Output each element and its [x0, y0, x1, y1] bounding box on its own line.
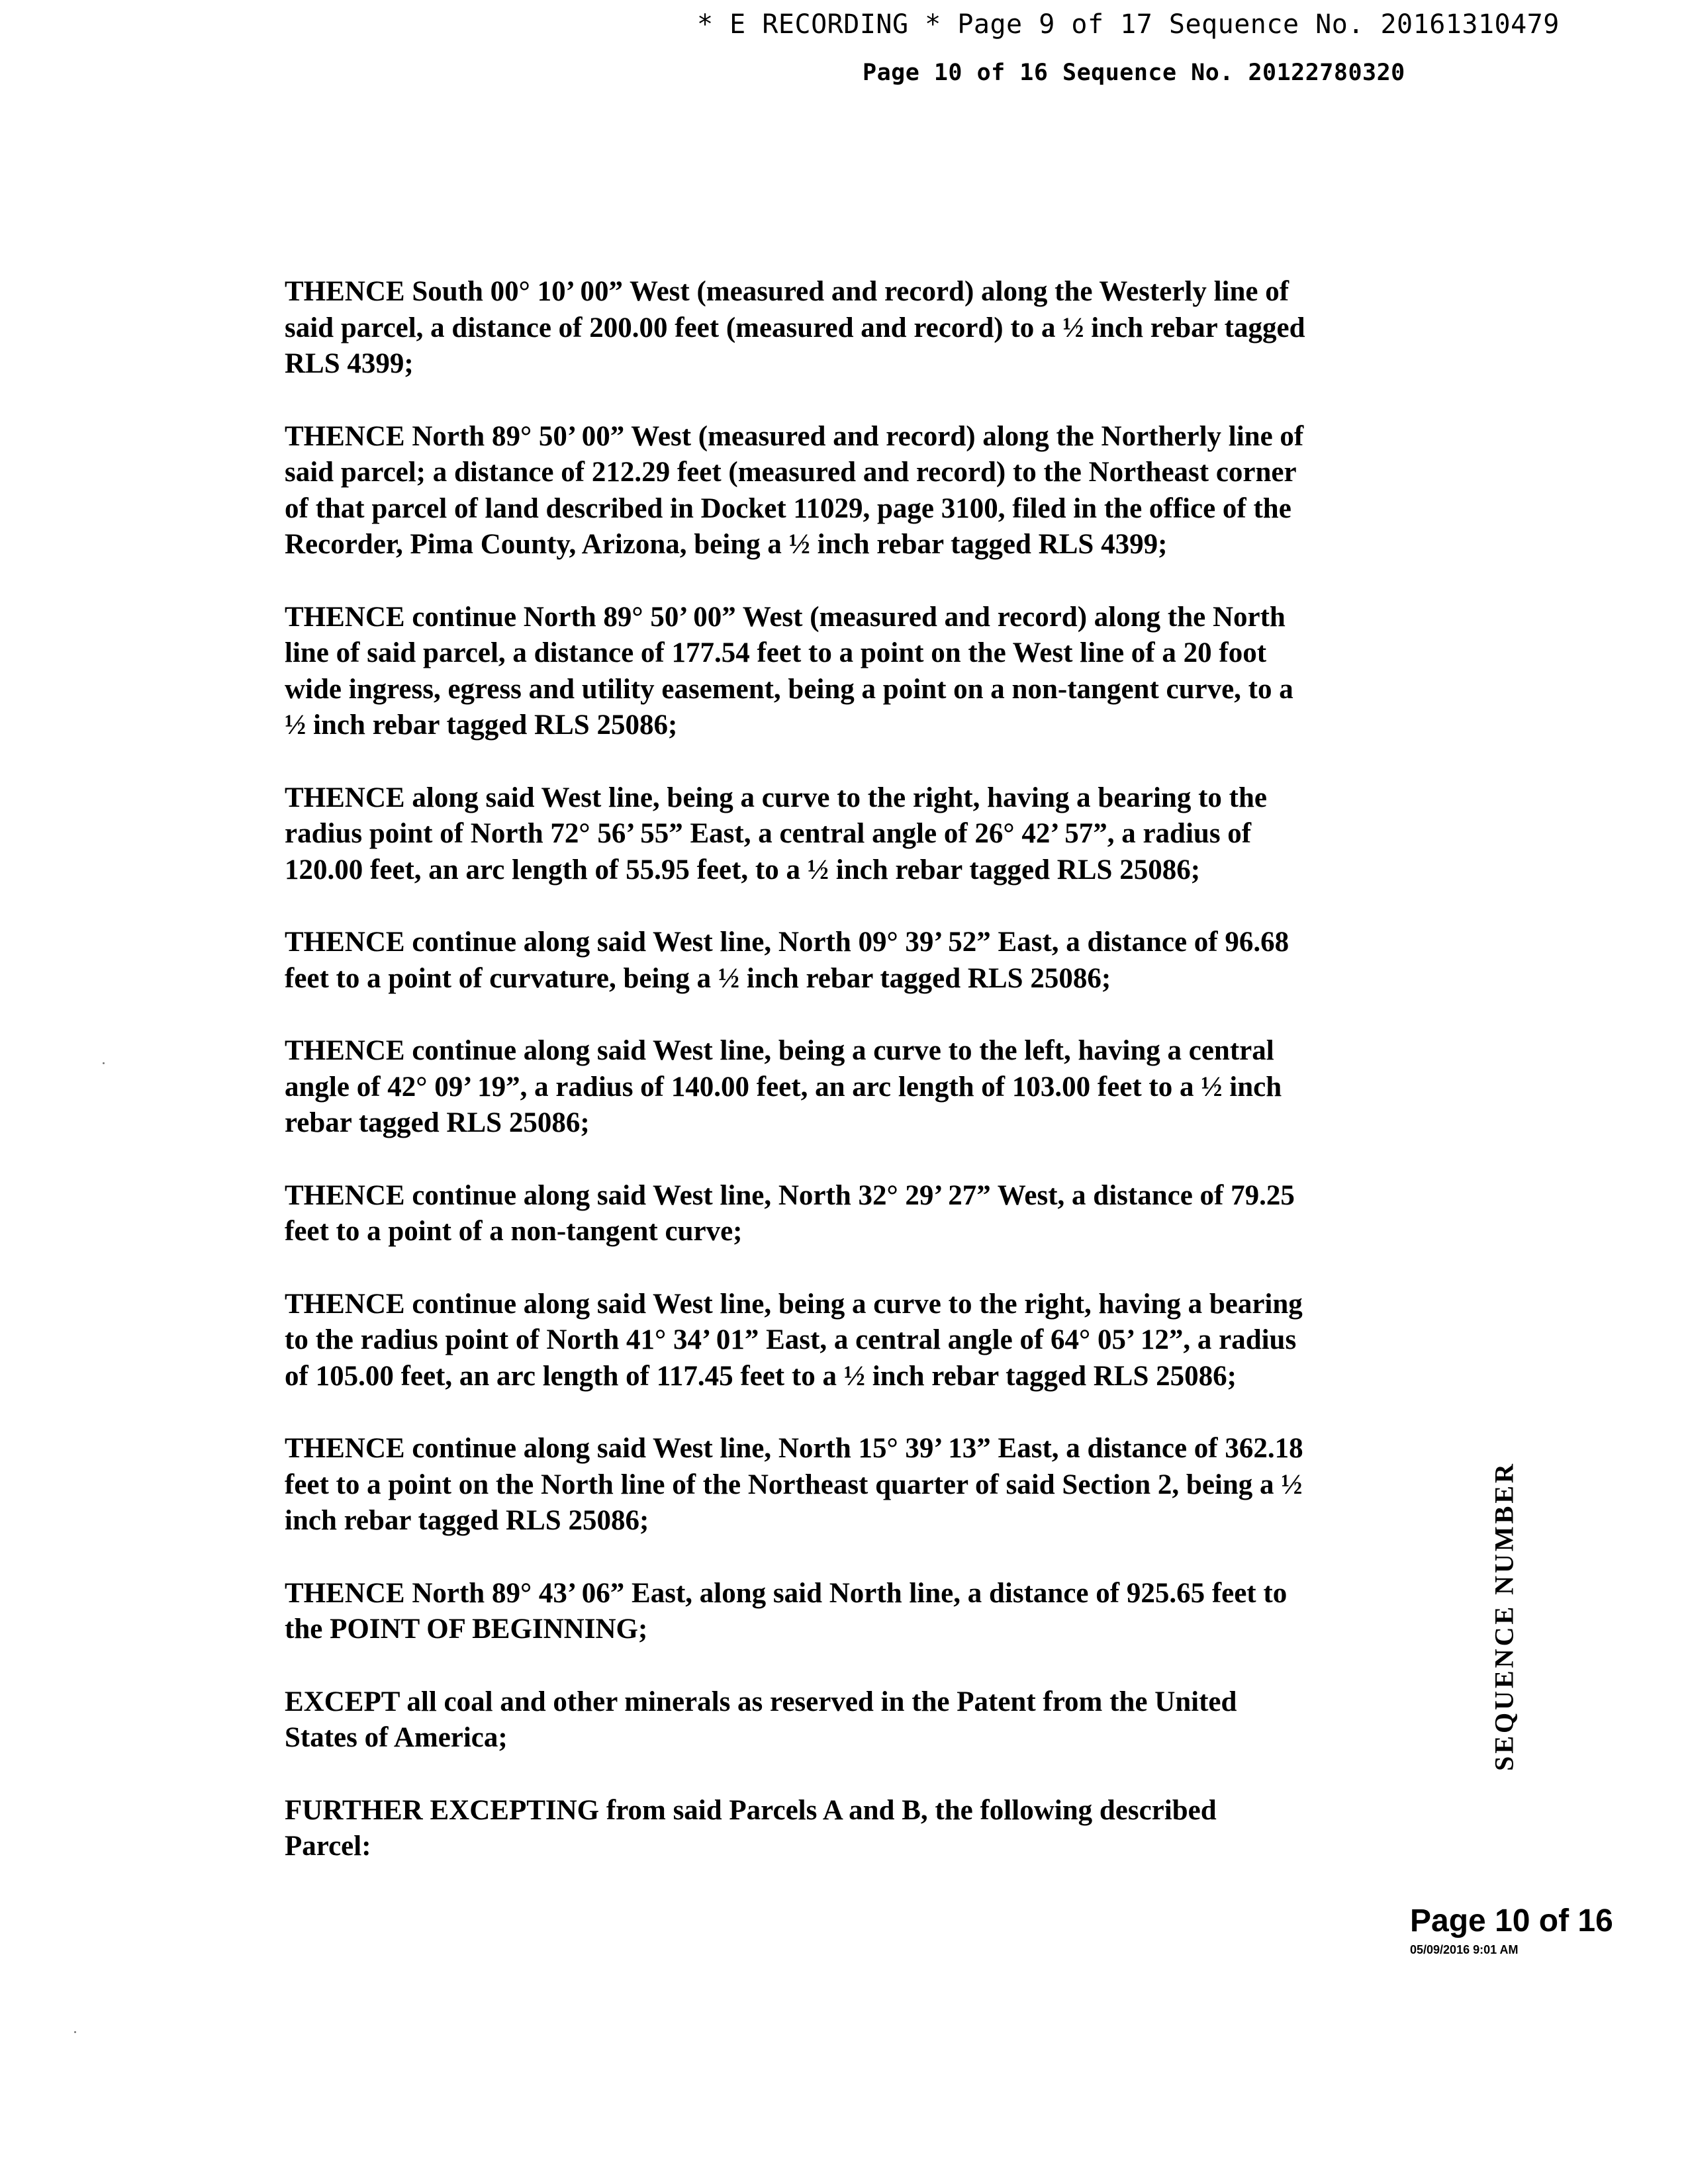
- paragraph: EXCEPT all coal and other minerals as reserved in the Patent from the United States of America;: [285, 1686, 1237, 1753]
- paragraph: THENCE North 89° 50’ 00” West (measured and record) along the Northerly line of said parcel; a distance of 212.29 feet (measured and record) to the Northeast corner of that parcel of land described in Docket 11029, page 3100, filed in the office of the Recorder, Pima County, Arizona, being a ½ inch rebar tagged RLS 4399;: [285, 420, 1304, 560]
- footer-page-number: Page 10 of 16: [1410, 1903, 1613, 1938]
- paragraph: THENCE continue along said West line, North 09° 39’ 52” East, a distance of 96.68 feet to a point of curvature, being a ½ inch rebar tagged RLS 25086;: [285, 927, 1289, 994]
- paragraph: THENCE continue along said West line, North 32° 29’ 27” West, a distance of 79.25 feet to a point of a non-tangent curve;: [285, 1179, 1295, 1247]
- paragraph: FURTHER EXCEPTING from said Parcels A and B, the following described Parcel:: [285, 1794, 1217, 1862]
- paragraph: THENCE continue along said West line, being a curve to the left, having a central angle of 42° 09’ 19”, a radius of 140.00 feet, an arc length of 103.00 feet to a ½ inch rebar tagged RLS 25086;: [285, 1035, 1282, 1138]
- stamp-text: SEQUENCE NUMBER: [1489, 1461, 1519, 1771]
- page-footer: [1410, 1903, 1628, 1958]
- vertical-sequence-stamp: [1483, 1461, 1525, 1771]
- legal-description: [285, 274, 1383, 1901]
- footer-date-time: 05/09/2016 9:01 AM: [1410, 1943, 1519, 1956]
- scan-speck: [103, 1062, 105, 1064]
- paragraph: THENCE continue North 89° 50’ 00” West (measured and record) along the North line of said parcel, a distance of 177.54 feet to a point on the West line of a 20 foot wide ingress, egress and utility easement, being a point on a non-tangent curve, to a ½ inch rebar tagged RLS 25086;: [285, 601, 1293, 741]
- paragraph: THENCE North 89° 43’ 06” East, along said North line, a distance of 925.65 feet to the POINT OF BEGINNING;: [285, 1577, 1288, 1645]
- scan-speck: [74, 2031, 76, 2033]
- paragraph: THENCE South 00° 10’ 00” West (measured and record) along the Westerly line of said parcel, a distance of 200.00 feet (measured and record) to a ½ inch rebar tagged RLS 4399;: [285, 276, 1305, 379]
- paragraph: THENCE along said West line, being a curve to the right, having a bearing to the radius point of North 72° 56’ 55” East, a central angle of 26° 42’ 57”, a radius of 120.00 feet, an arc length of 55.95 feet, to a ½ inch rebar tagged RLS 25086;: [285, 782, 1267, 886]
- recording-header: * E RECORDING * Page 9 of 17 Sequence No. 20161310479: [697, 9, 1560, 40]
- paragraph: THENCE continue along said West line, being a curve to the right, having a bearing to the radius point of North 41° 34’ 01” East, a central angle of 64° 05’ 12”, a radius of 105.00 feet, an arc length of 117.45 feet to a ½ inch rebar tagged RLS 25086;: [285, 1288, 1303, 1392]
- paragraph: THENCE continue along said West line, North 15° 39’ 13” East, a distance of 362.18 feet to a point on the North line of the Northeast quarter of said Section 2, being a ½ inch rebar tagged RLS 25086;: [285, 1433, 1303, 1536]
- sequence-header: Page 10 of 16 Sequence No. 20122780320: [863, 60, 1405, 86]
